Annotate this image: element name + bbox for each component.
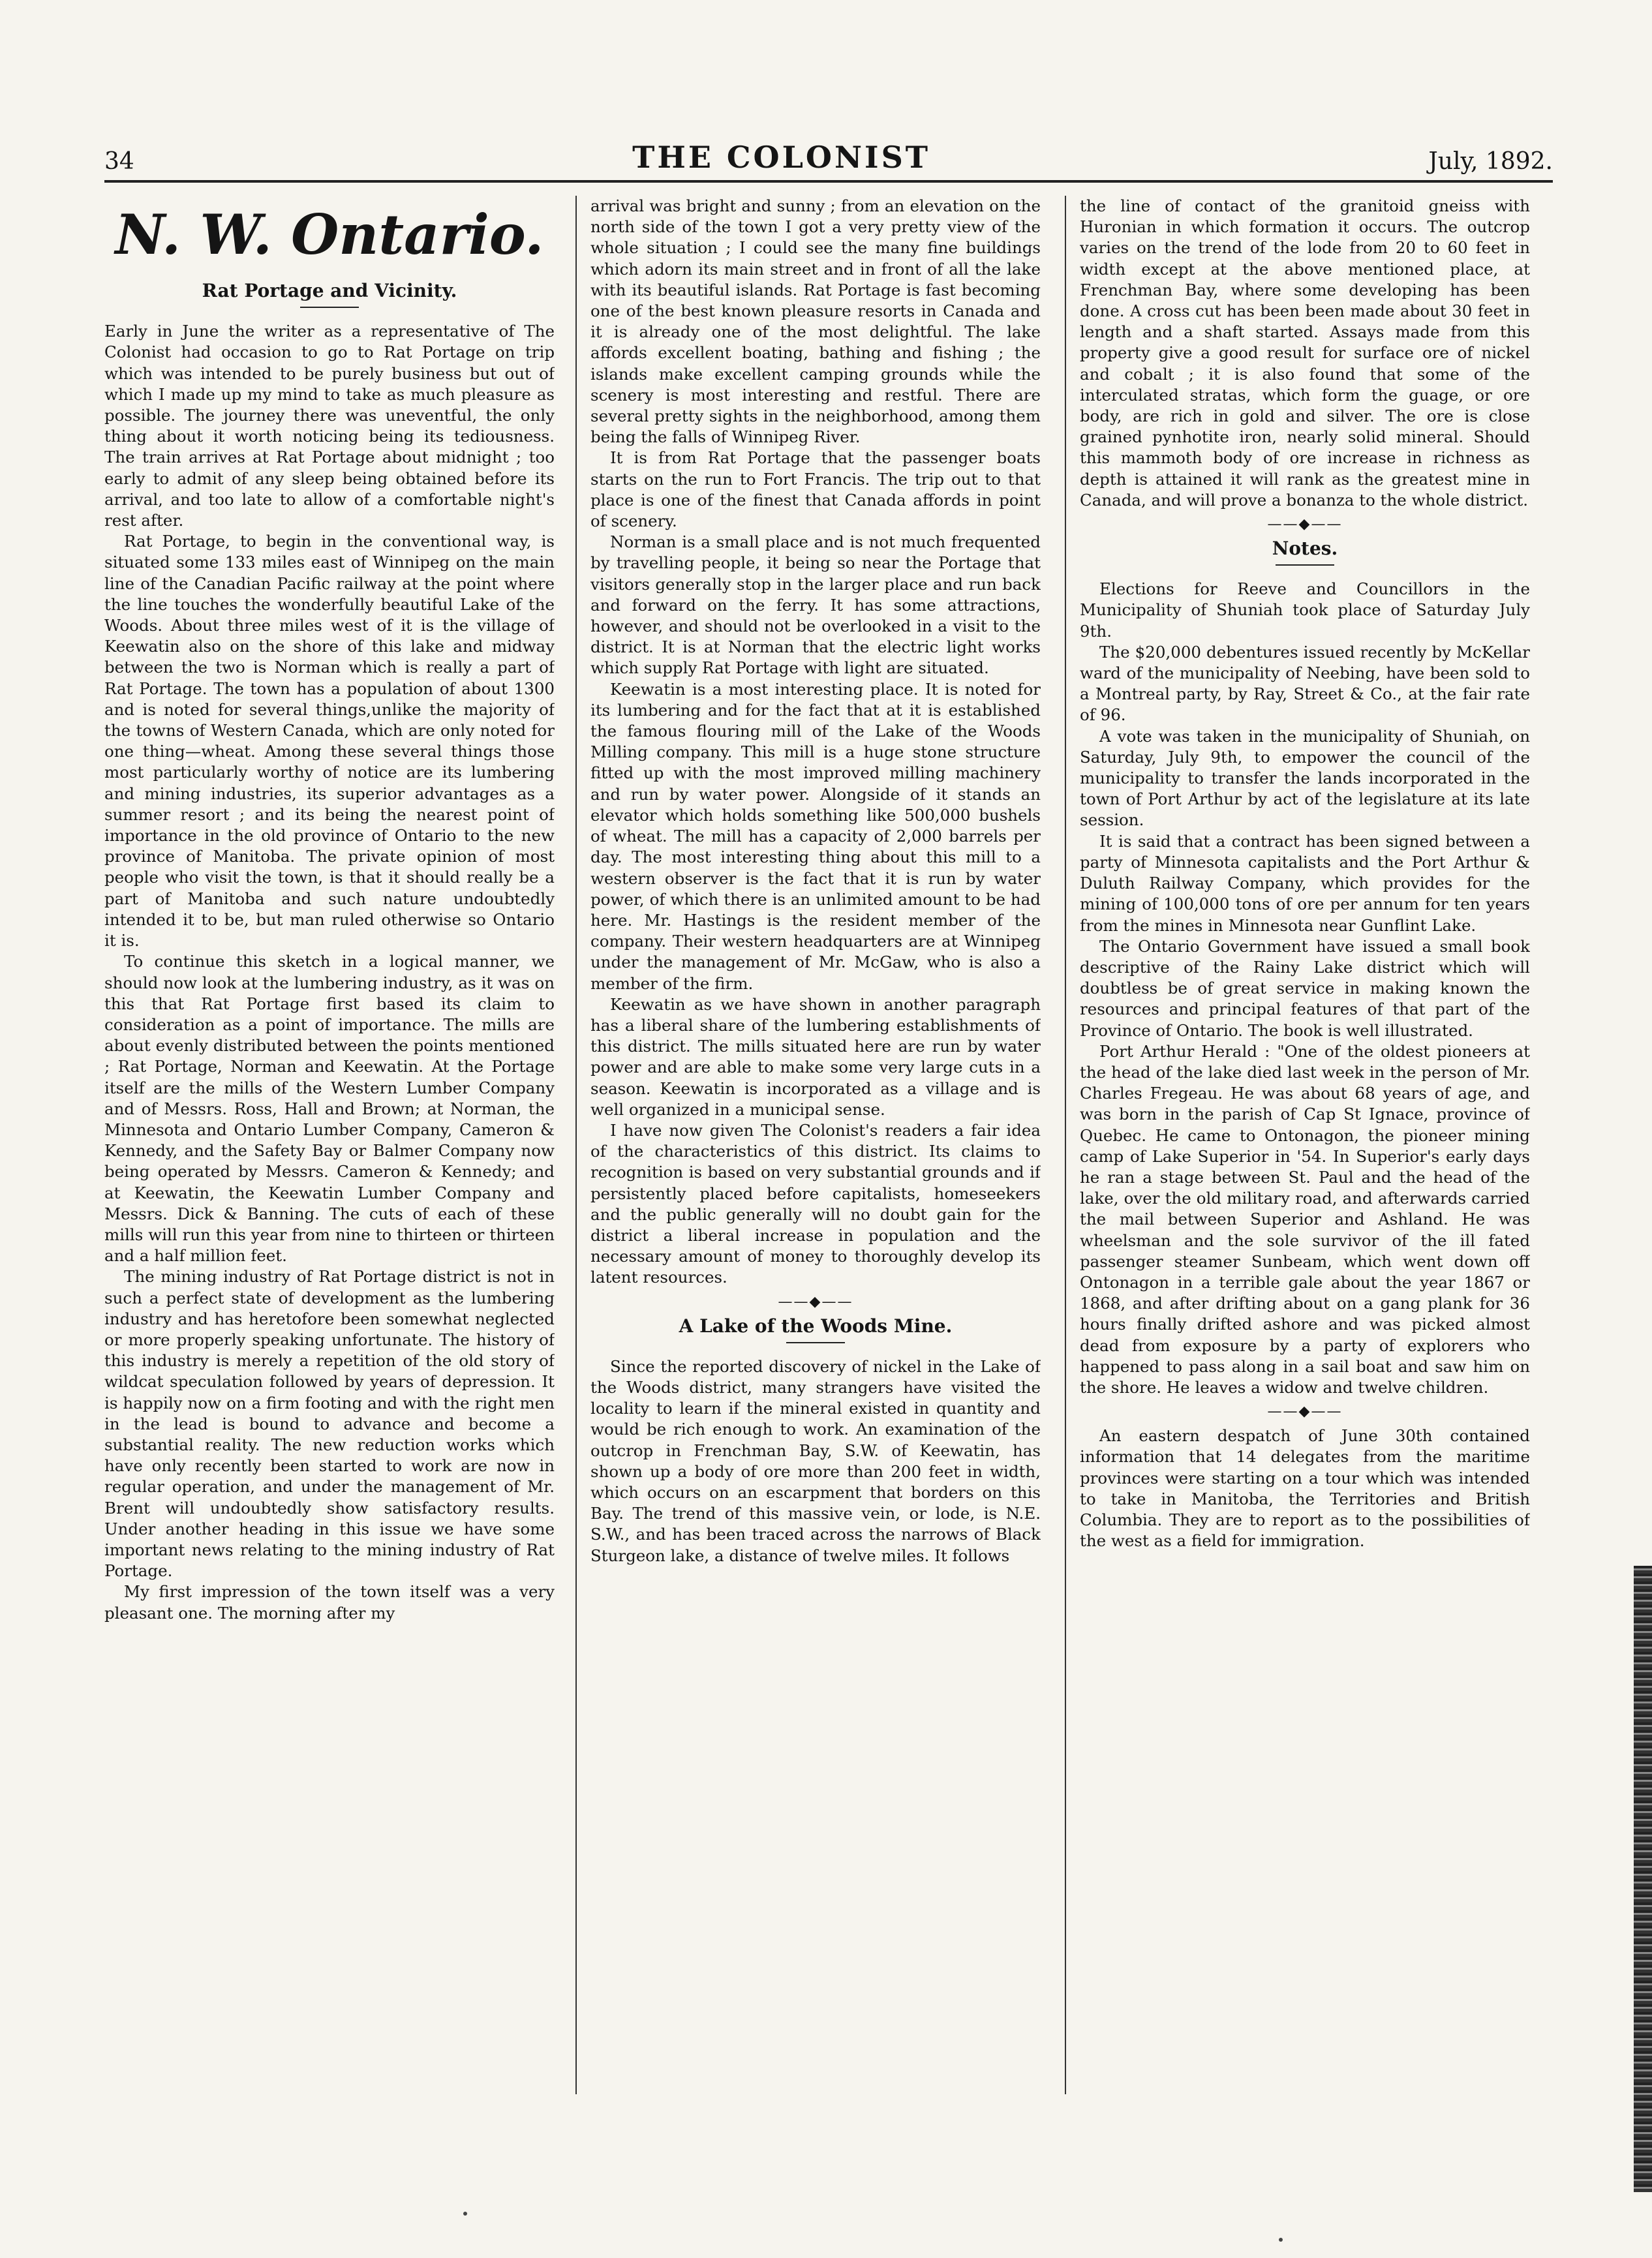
column-3	[1080, 196, 1530, 2094]
page-number: 34	[104, 148, 134, 175]
section-divider: ——◆——	[1267, 1403, 1343, 1420]
ink-speck	[1279, 2238, 1283, 2242]
page-header	[104, 130, 1553, 183]
ink-speck	[463, 2212, 467, 2216]
masthead-title: THE COLONIST	[632, 140, 931, 175]
paragraph: Rat Portage, to begin in the conventional way, is situated some 133 miles east of Winnipeg on the main line of the Canadian Pacific railway at the point where the line touches the wonderfully beautiful Lake of the Woods. About three miles west of it is the village of Keewatin also on the shore of this lake and midway between the two is Norman which is really a part of Rat Portage. The town has a population of about 1300 and is noted for several things,unlike the majority of the towns of Western Canada, which are only noted for one thing—wheat. Among these several things those most particularly worthy of notice are its lumbering and mining industries, its superior advantages as a summer resort ; and its being the nearest point of importance in the old province of Ontario to the new province of Manitoba. The private opinion of most people who visit the town, is that it should really be a part of Manitoba and such nature undoubtedly intended it to be, but man ruled otherwise so Ontario it is.	[104, 532, 555, 951]
short-rule	[1276, 564, 1334, 566]
scan-edge-shadow	[1634, 1566, 1652, 2192]
column-rule	[575, 196, 577, 2094]
paragraph: An eastern despatch of June 30th contained information that 14 delegates from the maritime provinces were starting on a tour which was intended to take in Manitoba, the Territories and British Columbia. They are to report as to the possibilities of the west as a field for immigration.	[1080, 1426, 1530, 1551]
paragraph: It is said that a contract has been signed between a party of Minnesota capitalists and the Port Arthur & Duluth Railway Company, which provides for the mining of 100,000 tons of ore per annum for ten years from the mines in Minnesota near Gunflint Lake.	[1080, 831, 1530, 935]
paragraph: The $20,000 debentures issued recently by McKellar ward of the municipality of Neebing, have been sold to a Montreal party, by Ray, Street & Co., at the fair rate of 96.	[1080, 642, 1530, 725]
newspaper-page	[104, 130, 1553, 2140]
paragraph: Port Arthur Herald : "One of the oldest pioneers at the head of the lake died last week in the person of Mr. Charles Fregeau. He was about 68 years of age, and was born in the parish of Cap St Ignace, province of Quebec. He came to Ontonagon, the pioneer mining camp of Lake Superior in '54. In Superior's early days he ran a stage between St. Paul and the head of the lake, over the old military road, and afterwards carried the mail between Superior and Ashland. He was wheelsman and the sole survivor of the ill fated passenger steamer Sunbeam, which went down off Ontonagon in a terrible gale about the year 1867 or 1868, and after drifting about on a gang plank for 36 hours finally drifted ashore and was picked almost dead from exposure by a party of explorers who happened to pass along in a sail boat and saw him on the shore. He leaves a widow and twelve children.	[1080, 1041, 1530, 1397]
article-subhead: Rat Portage and Vicinity.	[202, 280, 457, 301]
paragraph: Keewatin as we have shown in another paragraph has a liberal share of the lumbering establishments of this district. The mills situated here are run by water power and are able to make some very large cuts in a season. Keewatin is incorporated as a village and is well organized in a municipal sense.	[590, 994, 1041, 1119]
paragraph: The mining industry of Rat Portage district is not in such a perfect state of development as the lumbering industry and has heretofore been somewhat neglected or more properly speaking unfortunate. The history of this industry is merely a repetition of the old story of wildcat speculation followed by years of depression. It is happily now on a firm footing and with the right men in the lead is bound to advance and become a substantial reality. The new reduction works which have only recently been started to work are now in regular operation, and under the management of Mr. Brent will undoubtedly show satisfactory results. Under another heading in this issue we have some important news relating to the mining industry of Rat Portage.	[104, 1267, 555, 1581]
paragraph: arrival was bright and sunny ; from an elevation on the north side of the town I got a very pretty view of the whole situation ; I could see the many fine buildings which adorn its main street and in front of all the lake with its beautiful islands. Rat Portage is fast becoming one of the best known pleasure resorts in Canada and it is already one of the most delightful. The lake affords excellent boating, bathing and fishing ; the islands make excellent camping grounds while the scenery is most interesting and restful. There are several pretty sights in the neighborhood, among them being the falls of Winnipeg River.	[590, 196, 1041, 447]
section-banner: N. W. Ontario.	[115, 202, 544, 267]
paragraph: To continue this sketch in a logical manner, we should now look at the lumbering industry, as it was on this that Rat Portage first based its claim to consideration as a point of importance. The mills are about evenly distributed between the points mentioned ; Rat Portage, Norman and Keewatin. At the Portage itself are the mills of the Western Lumber Company and of Messrs. Ross, Hall and Brown; at Norman, the Minnesota and Ontario Lumber Company, Cameron & Kennedy, and the Safety Bay or Balmer Company now being operated by Messrs. Cameron & Kennedy; and at Keewatin, the Keewatin Lumber Company and Messrs. Dick & Banning. The cuts of each of these mills will run this year from nine to thirteen or thirteen and a half million feet.	[104, 952, 555, 1266]
paragraph: My first impression of the town itself was a very pleasant one. The morning after my	[104, 1582, 555, 1623]
notes-heading: Notes.	[1272, 538, 1338, 560]
column-1	[104, 196, 555, 2094]
paragraph: The Ontario Government have issued a small book descriptive of the Rainy Lake district which will doubtless be of great service in making known the resources and principal features of that part of the Province of Ontario. The book is well illustrated.	[1080, 936, 1530, 1040]
paragraph: Norman is a small place and is not much frequented by travelling people, it being so near the Portage that visitors generally stop in the larger place and run back and forward on the ferry. It has some attractions, however, and should not be overlooked in a visit to the district. It is at Norman that the electric light works which supply Rat Portage with light are situated.	[590, 532, 1041, 678]
section-divider: ——◆——	[778, 1293, 853, 1310]
column-2	[590, 196, 1041, 2094]
paragraph: Elections for Reeve and Councillors in the Municipality of Shuniah took place of Saturday July 9th.	[1080, 579, 1530, 641]
paragraph: Since the reported discovery of nickel in the Lake of the Woods district, many strangers have visited the locality to learn if the mineral existed in quantity and would be rich enough to work. An examination of the outcrop in Frenchman Bay, S.W. of Keewatin, has shown up a body of ore more than 200 feet in width, which occurs on an escarpment that borders on this Bay. The trend of this massive vein, or lode, is N.E. S.W., and has been traced across the narrows of Black Sturgeon lake, a distance of twelve miles. It follows	[590, 1356, 1041, 1565]
issue-date: July, 1892.	[1428, 148, 1553, 175]
paragraph: I have now given The Colonist's readers a fair idea of the characteristics of this district. Its claims to recognition is based on very substantial grounds and if persistently placed before capitalists, homeseekers and the public generally will no doubt gain for the district a liberal increase in population and the necessary amount of money to thoroughly develop its latent resources.	[590, 1120, 1041, 1287]
short-rule	[786, 1342, 845, 1343]
section-divider: ——◆——	[1267, 516, 1343, 533]
paragraph: Early in June the writer as a representative of The Colonist had occasion to go to Rat Portage on trip which was intended to be purely business but out of which I made up my mind to take as much pleasure as possible. The journey there was uneventful, the only thing about it worth noticing being its tediousness. The train arrives at Rat Portage about midnight ; too early to admit of any sleep being obtained before its arrival, and too late to allow of a comfortable night's rest after.	[104, 322, 555, 530]
paragraph: Keewatin is a most interesting place. It is noted for its lumbering and for the fact that at it is established the famous flouring mill of the Lake of the Woods Milling company. This mill is a huge stone structure fitted up with the most improved milling machinery and run by water power. Alongside of it stands an elevator which holds something like 500,000 bushels of wheat. The mill has a capacity of 2,000 barrels per day. The most interesting thing about this mill to a western observer is the fact that it is run by water power, of which there is an unlimited amount to be had here. Mr. Hastings is the resident member of the company. Their western headquarters are at Winnipeg under the management of Mr. McGaw, who is also a member of the firm.	[590, 679, 1041, 993]
paragraph: A vote was taken in the municipality of Shuniah, on Saturday, July 9th, to empower the council of the municipality to transfer the lands incorporated in the town of Port Arthur by act of the legislature at its late session.	[1080, 726, 1530, 830]
article-heading: A Lake of the Woods Mine.	[679, 1315, 953, 1337]
paragraph: It is from Rat Portage that the passenger boats starts on the run to Fort Francis. The trip out to that place is one of the finest that Canada affords in point of scenery.	[590, 448, 1041, 531]
column-rule	[1065, 196, 1066, 2094]
paragraph: the line of contact of the granitoid gneiss with Huronian in which formation it occurs. The outcrop varies on the trend of the lode from 20 to 60 feet in width except at the above mentioned place, at Frenchman Bay, where some developing has been done. A cross cut has been been made about 30 feet in length and a shaft started. Assays made from this property give a good result for surface ore of nickel and cobalt ; it is also found that some of the interculated stratas, which form the guage, or ore body, are rich in gold and silver. The ore is close grained pynhotite iron, nearly solid mineral. Should this mammoth body of ore increase in richness as depth is attained it will rank as the greatest mine in Canada, and will prove a bonanza to the whole district.	[1080, 196, 1530, 510]
short-rule	[300, 307, 359, 308]
